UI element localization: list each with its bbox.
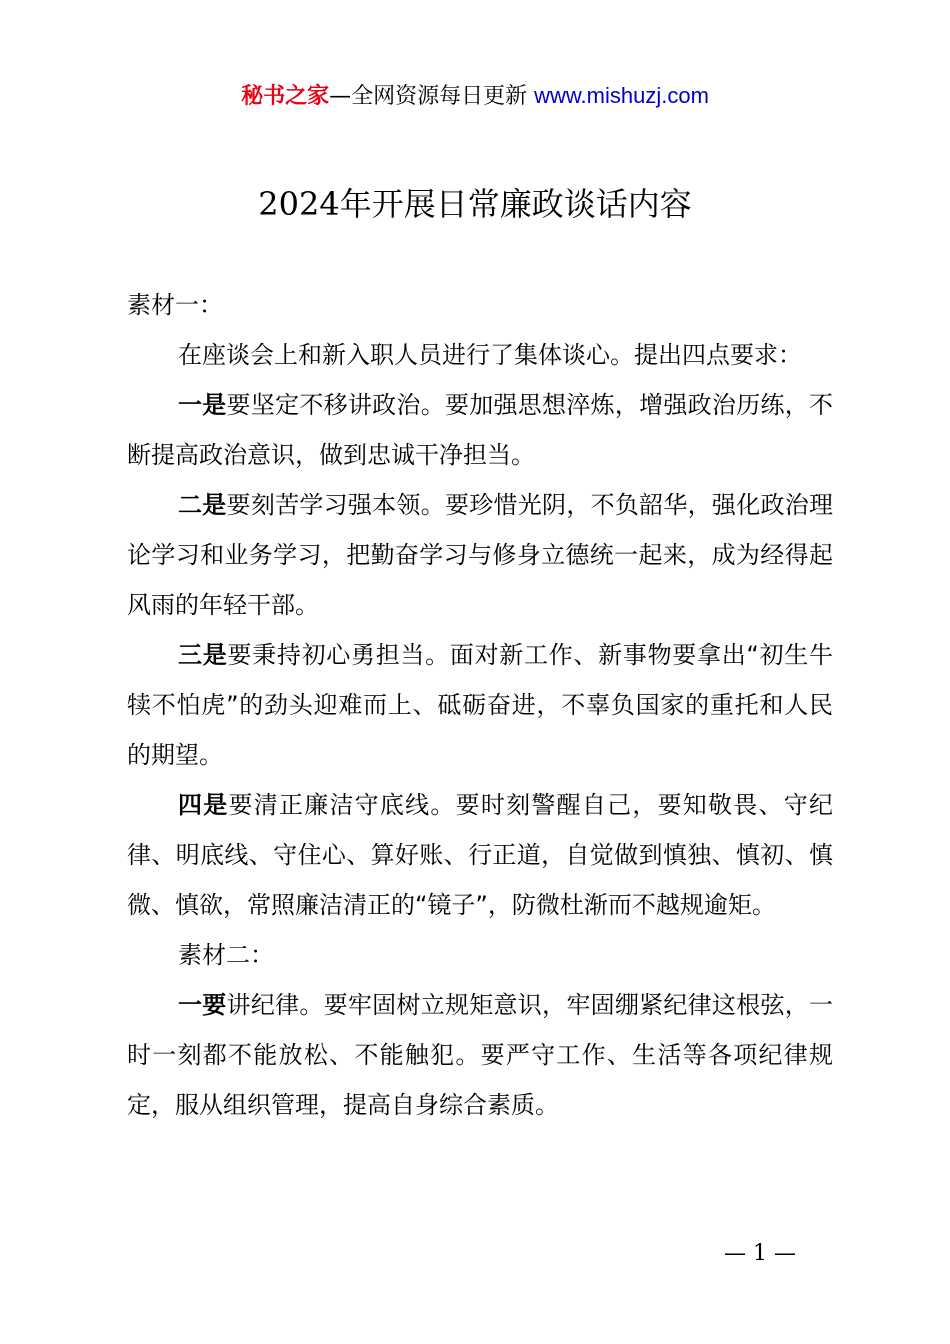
paragraph-point-1 xyxy=(127,380,833,480)
paragraph-lead: 一是 xyxy=(178,391,227,419)
paragraph-text: 要秉持初心勇担当。面对新工作、新事物要拿出“初生牛犊不怕虎”的劲头迎难而上、砥砺奋进，不辜负国家的重托和人民的期望。 xyxy=(127,641,834,769)
document-body xyxy=(127,280,833,1130)
paragraph-text: 素材一： xyxy=(127,291,223,319)
site-tagline: —全网资源每日更新 xyxy=(329,84,535,109)
paragraph-text: 素材二： xyxy=(178,941,274,969)
paragraph-text: 要坚定不移讲政治。要加强思想淬炼，增强政治历练，不断提高政治意识，做到忠诚干净担当。 xyxy=(127,391,834,469)
paragraph-text: 在座谈会上和新入职人员进行了集体谈心。提出四点要求： xyxy=(178,341,802,369)
site-header xyxy=(0,80,950,113)
section-heading-material-1 xyxy=(127,280,833,330)
page-number: — 1 — xyxy=(724,1241,796,1266)
paragraph-text: 讲纪律。要牢固树立规矩意识，牢固绷紧纪律这根弦，一时一刻都不能放松、不能触犯。要严守工作、生活等各项纪律规定，服从组织管理，提高自身综合素质。 xyxy=(127,991,834,1119)
paragraph-lead: 二是 xyxy=(178,491,227,519)
document-title: 2024年开展日常廉政谈话内容 xyxy=(258,185,692,223)
paragraph-point-3 xyxy=(127,630,833,780)
paragraph-intro xyxy=(127,330,833,380)
paragraph-lead: 一要 xyxy=(178,991,227,1019)
paragraph-lead: 三是 xyxy=(178,641,228,669)
paragraph-point-4 xyxy=(127,780,833,930)
paragraph-point-2 xyxy=(127,480,833,630)
paragraph-text: 要清正廉洁守底线。要时刻警醒自己，要知敬畏、守纪律、明底线、守住心、算好账、行正道，自觉做到慎独、慎初、慎微、慎欲，常照廉洁清正的“镜子”，防微杜渐而不越规逾矩。 xyxy=(127,791,834,919)
site-url-link[interactable]: www.mishuzj.com xyxy=(534,83,709,108)
paragraph-text: 要刻苦学习强本领。要珍惜光阴，不负韶华，强化政治理论学习和业务学习，把勤奋学习与修身立德统一起来，成为经得起风雨的年轻干部。 xyxy=(127,491,834,619)
paragraph-requirement-1 xyxy=(127,980,833,1130)
site-brand: 秘书之家 xyxy=(241,84,330,109)
section-heading-material-2 xyxy=(127,930,833,980)
paragraph-lead: 四是 xyxy=(178,791,229,819)
